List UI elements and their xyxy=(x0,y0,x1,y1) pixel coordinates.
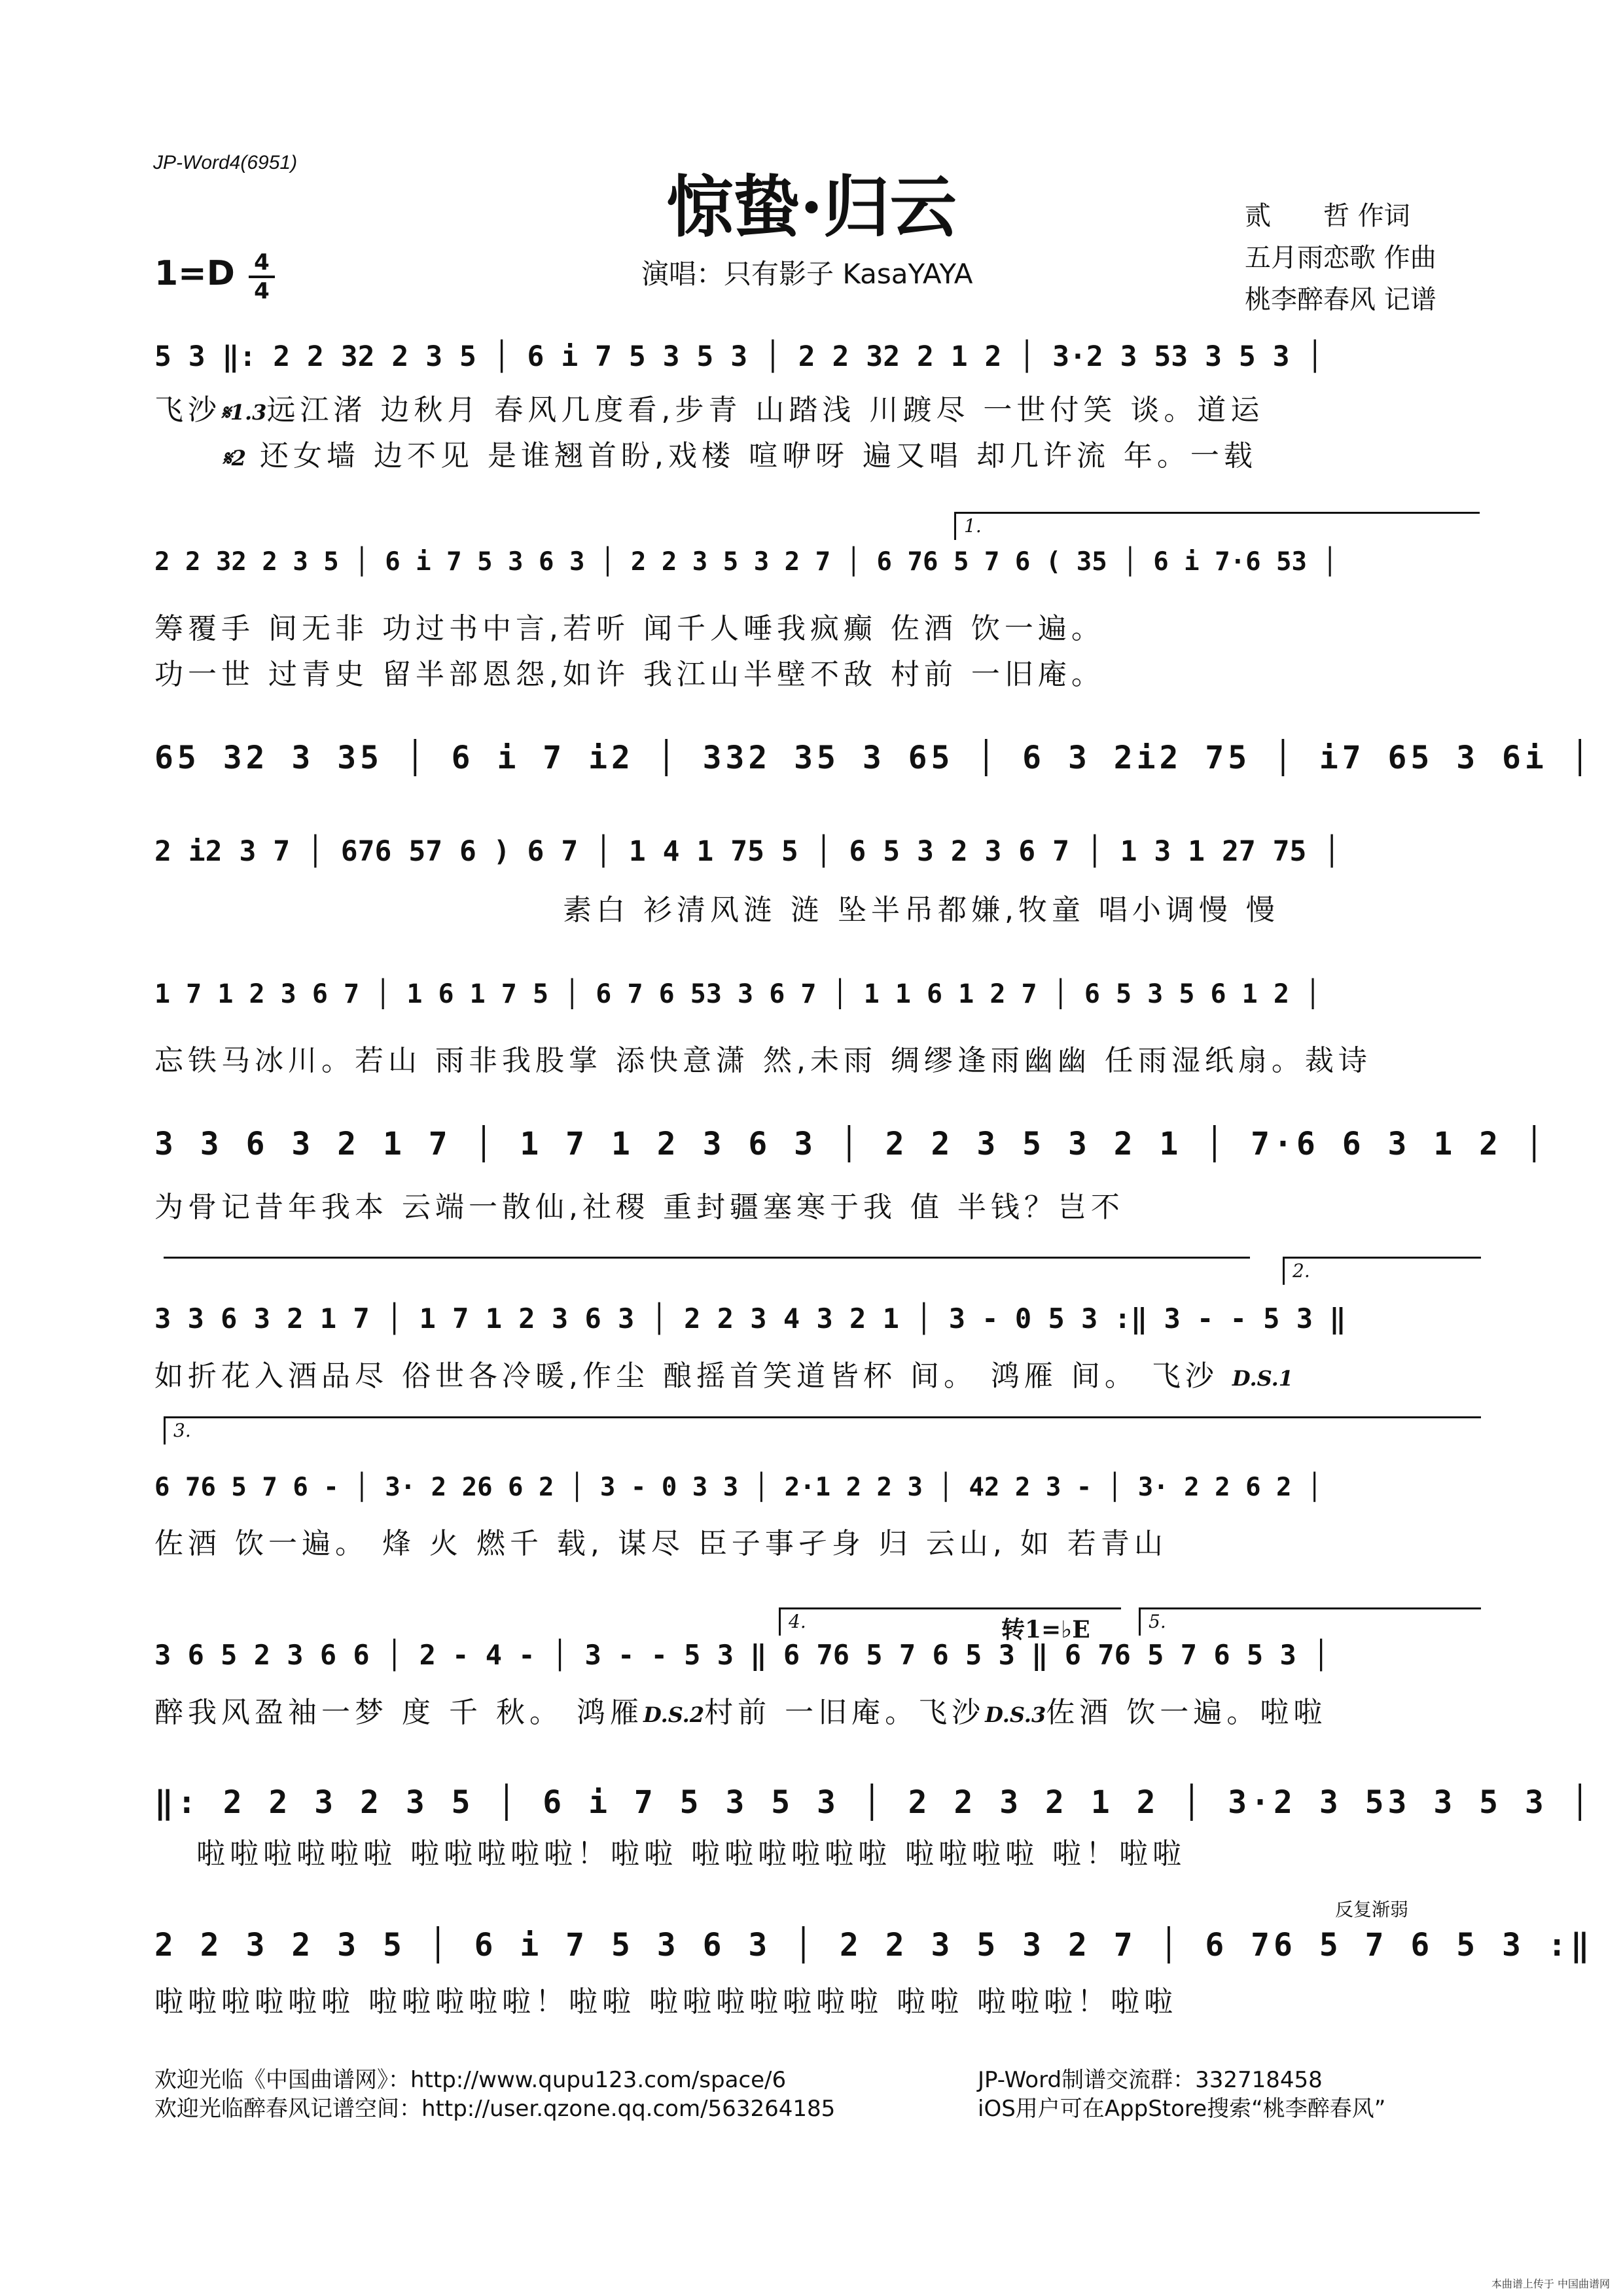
notes-line-9: 3 6 5 2 3 6 6 │ 2 - 4 - │ 3 - - 5 3 ‖ 6 76 5 7 6 5 3 ‖ 6 76 5 7 6 5 3 │ xyxy=(154,1639,1330,1671)
lyrics-line-1b xyxy=(223,432,1257,474)
lyric-text: 远江渚 边秋月 春风几度看,步青 山踏浅 川踱尽 一世付笑 谈。道运 xyxy=(266,393,1264,427)
volta-number: 1. xyxy=(964,515,982,537)
volta-5 xyxy=(1139,1607,1481,1636)
lyricist-credit: 贰 哲 作词 xyxy=(1245,201,1410,231)
footer-right-2: iOS用户可在AppStore搜索“桃李醉春风” xyxy=(978,2096,1386,2122)
notes-line-2: 2 2 32 2 3 5 │ 6 i 7 5 3 6 3 │ 2 2 3 5 3 2 7 │ 6 76 5 7 6 ( 35 │ 6 i 7·6 53 │ xyxy=(154,547,1338,577)
ds-marker: D.S.2 xyxy=(643,1702,705,1727)
lyrics-line-7 xyxy=(154,1352,1293,1394)
singer-label: 演唱：只有影子 KasaYAYA xyxy=(641,258,973,290)
lyric-text: 还女墙 边不见 是谁翘首盼,戏楼 喧咿呀 遍又唱 却几许流 年。一载 xyxy=(260,439,1257,473)
lyrics-line-9 xyxy=(154,1689,1327,1731)
time-top: 4 xyxy=(254,249,270,276)
notes-line-5: 1 7 1 2 3 6 7 │ 1 6 1 7 5 │ 6 7 6 53 3 6 7 │ 1 1 6 1 2 7 │ 6 5 3 5 6 1 2 │ xyxy=(154,979,1321,1009)
lyric-text: 村前 一旧庵。飞沙 xyxy=(704,1696,986,1729)
composer-credit: 五月雨恋歌 作曲 xyxy=(1245,243,1436,273)
segno-mark: 𝄋2 xyxy=(223,446,247,471)
volta-line xyxy=(164,1257,1250,1259)
volta-3 xyxy=(164,1416,1481,1444)
lyric-text: 飞沙 xyxy=(154,393,221,427)
time-signature xyxy=(249,251,275,302)
lyrics-line-2a: 筹覆手 间无非 功过书中言,若听 闻千人唾我疯癫 佐酒 饮一遍。 xyxy=(154,612,1105,645)
footer-line-1: 欢迎光临《中国曲谱网》：http://www.qupu123.com/space/6 xyxy=(154,2067,787,2093)
page-title: 惊蛰·归云 xyxy=(666,168,957,247)
notes-line-4: 2 i2 3 7 │ 676 57 6 ) 6 7 │ 1 4 1 75 5 │ 6 5 3 2 3 6 7 │ 1 3 1 27 75 │ xyxy=(154,835,1341,868)
transcriber-credit: 桃李醉春风 记谱 xyxy=(1245,285,1436,315)
volta-1 xyxy=(954,512,1480,540)
lyrics-line-8: 佐酒 饮一遍。 烽 火 燃千 载, 谋尽 臣子事孑身 归 云山, 如 若青山 xyxy=(154,1527,1168,1560)
segno-mark: 𝄋1.3 xyxy=(221,400,267,425)
lyrics-line-11: 啦啦啦啦啦啦 啦啦啦啦啦！啦啦 啦啦啦啦啦啦啦 啦啦 啦啦啦！啦啦 xyxy=(154,1985,1177,2018)
notes-line-10: ‖: 2 2 3 2 3 5 │ 6 i 7 5 3 5 3 │ 2 2 3 2 1 2 │ 3·2 3 53 3 5 3 │ xyxy=(154,1784,1594,1821)
notes-line-6: 3 3 6 3 2 1 7 │ 1 7 1 2 3 6 3 │ 2 2 3 5 3 2 1 │ 7·6 6 3 1 2 │ xyxy=(154,1126,1548,1162)
credits xyxy=(1245,195,1436,321)
volta-number: 2. xyxy=(1293,1260,1310,1282)
lyrics-line-5: 忘铁马冰川。若山 雨非我股掌 添快意潇 然,未雨 绸缪逢雨幽幽 任雨湿纸扇。裁诗 xyxy=(154,1044,1372,1077)
notes-line-3: 65 32 3 35 │ 6 i 7 i2 │ 332 35 3 65 │ 6 3 2i2 75 │ i7 65 3 6i │ xyxy=(154,740,1594,776)
footer-line-2: 欢迎光临醉春风记谱空间：http://user.qzone.qq.com/563264185 xyxy=(154,2096,836,2122)
key-signature: 1=D xyxy=(154,254,235,293)
volta-2 xyxy=(1283,1257,1481,1285)
time-bottom: 4 xyxy=(254,278,270,304)
lyrics-line-1a xyxy=(154,386,1264,428)
corner-watermark: 本曲谱上传于 中国曲谱网 xyxy=(1491,2278,1610,2290)
lyrics-line-4: 素白 衫清风涟 涟 坠半吊都嫌,牧童 唱小调慢 慢 xyxy=(563,893,1279,927)
notes-line-1: 5 3 ‖: 2 2 32 2 3 5 │ 6 i 7 5 3 5 3 │ 2 2 32 2 1 2 │ 3·2 3 53 3 5 3 │ xyxy=(154,340,1324,373)
volta-number: 5. xyxy=(1149,1611,1166,1632)
footer-right-1: JP-Word制谱交流群：332718458 xyxy=(978,2067,1323,2093)
volta-number: 3. xyxy=(173,1420,191,1441)
notes-line-7: 3 3 6 3 2 1 7 │ 1 7 1 2 3 6 3 │ 2 2 3 4 3 2 1 │ 3 - 0 5 3 :‖ 3 - - 5 3 ‖ xyxy=(154,1302,1346,1335)
ds-marker: D.S.1 xyxy=(1232,1366,1294,1391)
dynamic-mark: 反复渐弱 xyxy=(1335,1899,1409,1920)
notes-line-8: 6 76 5 7 6 - │ 3· 2 26 6 2 │ 3 - 0 3 3 │ 2·1 2 2 3 │ 42 2 3 - │ 3· 2 2 6 2 │ xyxy=(154,1473,1323,1502)
lyrics-line-6: 为骨记昔年我本 云端一散仙,社稷 重封疆塞寒于我 值 半钱？岂不 xyxy=(154,1191,1124,1224)
modulation-mark: 转1=♭E xyxy=(1001,1616,1090,1643)
source-label: JP-Word4(6951) xyxy=(153,152,298,173)
lyric-text: 如折花入酒品尽 俗世各冷暖,作尘 酿摇首笑道皆杯 间。 鸿雁 间。 飞沙 xyxy=(154,1359,1219,1393)
volta-number: 4. xyxy=(789,1611,806,1632)
ds-marker: D.S.3 xyxy=(985,1702,1046,1727)
lyric-text: 醉我风盈袖一梦 度 千 秋。 鸿雁 xyxy=(154,1696,643,1729)
lyric-text: 佐酒 饮一遍。啦啦 xyxy=(1046,1696,1327,1729)
lyrics-line-10: 啦啦啦啦啦啦 啦啦啦啦啦！啦啦 啦啦啦啦啦啦 啦啦啦啦 啦！啦啦 xyxy=(196,1837,1186,1871)
notes-line-11: 2 2 3 2 3 5 │ 6 i 7 5 3 6 3 │ 2 2 3 5 3 2 7 │ 6 76 5 7 6 5 3 :‖ xyxy=(154,1927,1594,1964)
lyrics-line-2b: 功一世 过青史 留半部恩怨,如许 我江山半壁不敌 村前 一旧庵。 xyxy=(154,658,1105,691)
